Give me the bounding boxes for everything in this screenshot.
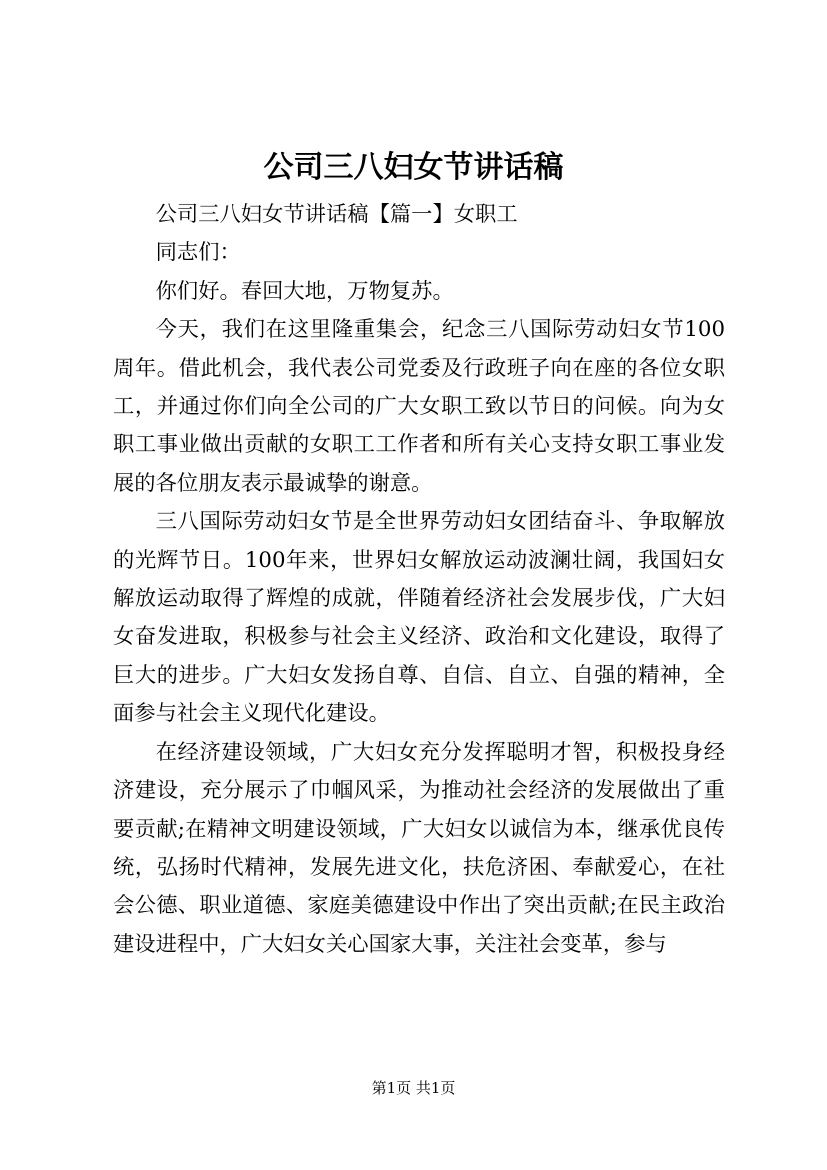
document-title: 公司三八妇女节讲话稿 <box>263 150 564 185</box>
paragraph-salutation: 同志们： <box>155 240 241 266</box>
paragraph-body: 在经济建设领域，广大妇女充分发挥聪明才智，积极投身经济建设，充分展示了巾帼风采，为推动社会经济的发展做出了重要贡献;在精神文明建设领域，广大妇女以诚信为本，继承优良传统，弘扬时代精神，发展先进文化，扶危济困、奉献爱心，在社会公德、职业道德、家庭美德建设中作出了突出贡献;在民主政治建设进程中，广大妇女关心国家大事，关注社会变革，参与 <box>113 739 725 957</box>
paragraph-body: 三八国际劳动妇女节是全世界劳动妇女团结奋斗、争取解放的光辉节日。100年来，世界妇女解放运动波澜壮阔，我国妇女解放运动取得了辉煌的成就，伴随着经济社会发展步伐，广大妇女奋发进取，积极参与社会主义经济、政治和文化建设，取得了巨大的进步。广大妇女发扬自尊、自信、自立、自强的精神，全面参与社会主义现代化建设。 <box>113 509 725 727</box>
paragraph-greeting: 你们好。春回大地，万物复苏。 <box>155 278 454 304</box>
paragraph-body: 今天，我们在这里隆重集会，纪念三八国际劳动妇女节100周年。借此机会，我代表公司党委及行政班子向在座的各位女职工，并通过你们向全公司的广大女职工致以节日的问候。向为女职工事业做出贡献的女职工工作者和所有关心支持女职工事业发展的各位朋友表示最诚挚的谢意。 <box>113 317 725 496</box>
document-body <box>113 196 725 964</box>
paragraph-subtitle: 公司三八妇女节讲话稿【篇一】女职工 <box>155 202 518 227</box>
page-footer: 第1页 共1页 <box>371 1079 456 1097</box>
